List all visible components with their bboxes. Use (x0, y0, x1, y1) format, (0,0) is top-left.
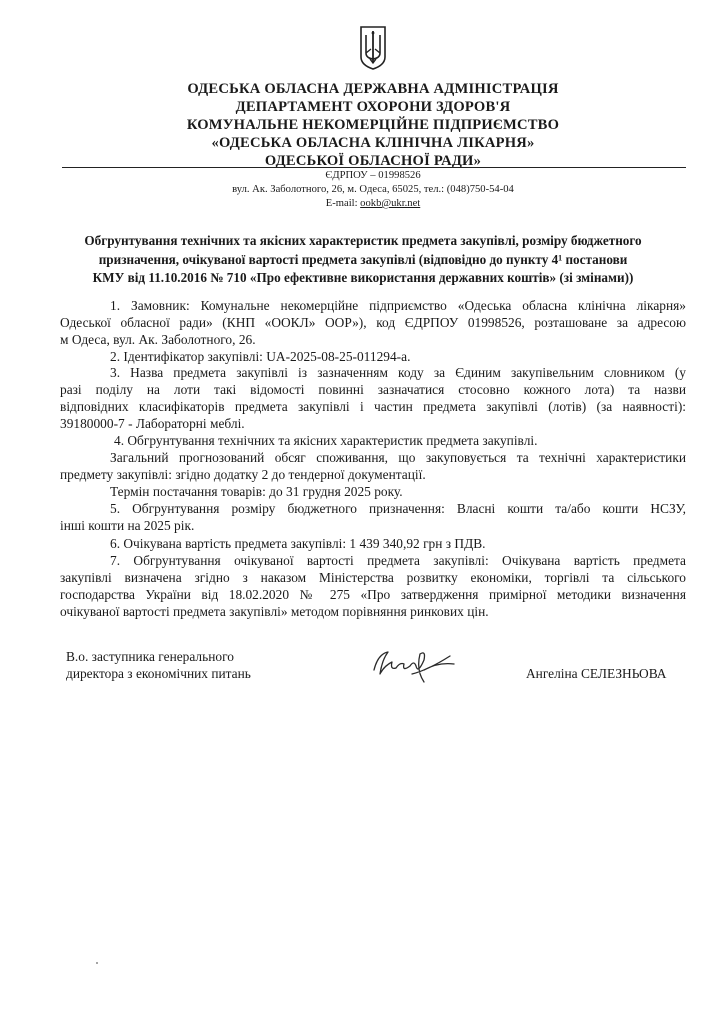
signer-position (66, 648, 251, 682)
scan-speck (96, 962, 98, 964)
email-prefix: E-mail: (325, 198, 361, 209)
p4-line: 4. Обгрунтування технічних та якісних характеристик предмета закупівлі. (114, 433, 538, 448)
p5-line-2: інші кошти на 2025 рік. (60, 518, 195, 533)
signer-position-line-1: В.о. заступника генерального (66, 649, 234, 664)
paragraph-customer (60, 297, 686, 348)
p2-line: 2. Ідентифікатор закупівлі: UA-2025-08-25-011294-a. (110, 349, 411, 364)
p3-line-4: 39180000-7 - Лабораторні меблі. (60, 416, 245, 431)
p1-line-3: м Одеса, вул. Ак. Заболотного, 26. (60, 332, 256, 347)
paragraph-budget (60, 500, 686, 534)
p3-line-2: разі поділу на лоти такі відомості повинні зазначатися стосовно кожного лота) та назви (60, 382, 686, 397)
paragraph-delivery-term (60, 483, 686, 500)
p1-line-1: 1. Замовник: Комунальне некомерційне підприємство «Одеська обласна клінічна лікарня» (110, 298, 686, 313)
email-link[interactable]: ookb@ukr.net (360, 198, 421, 209)
org-line-3: КОМУНАЛЬНЕ НЕКОМЕРЦІЙНЕ ПІДПРИЄМСТВО (186, 117, 560, 133)
p7-line-3: господарства України від 18.02.2020 № 275 «Про затвердження примірної методики визначення (60, 587, 686, 602)
p5-line-1: 5. Обгрунтування розміру бюджетного призначення: Власні кошти та/або кошти НСЗУ, (110, 501, 686, 516)
doc-title-line-1: Обгрунтування технічних та якісних характеристик предмета закупівлі, розміру бюджетного (84, 233, 642, 248)
edrpou-code: ЄДРПОУ – 01998526 (325, 170, 421, 181)
p4b-line: Термін постачання товарів: до 31 грудня 2025 року. (110, 484, 403, 499)
p7-line-2: закупівлі визначена згідно з наказом Міністерства розвитку економіки, торгівлі та сільського (60, 570, 686, 585)
org-line-4: «ОДЕСЬКА ОБЛАСНА КЛІНІЧНА ЛІКАРНЯ» (211, 135, 535, 151)
paragraph-characteristics (60, 432, 686, 449)
p7-line-4: очікуваної вартості предмета закупівлі» методом порівняння ринкових цін. (60, 604, 489, 619)
paragraph-subject (60, 364, 686, 432)
paragraph-expected-cost (60, 535, 686, 552)
p4a-line-2: предмету закупівлі: згідно додатку 2 до тендерної документації. (60, 467, 426, 482)
signer-name: Ангеліна СЕЛЕЗНЬОВА (526, 666, 667, 681)
paragraph-consumption (60, 449, 686, 483)
p7-line-1: 7. Обгрунтування очікуваної вартості предмета закупівлі: Очікувана вартість предмета (110, 553, 686, 568)
p3-line-3: відповідних класифікаторів предмета закупівлі і частин предмета закупівлі (лотів) (за наявності): (60, 399, 686, 414)
p6-line: 6. Очікувана вартість предмета закупівлі: 1 439 340,92 грн з ПДВ. (110, 536, 486, 551)
p3-line-1: 3. Назва предмета закупівлі із зазначенням коду за Єдиним закупівельним словником (у (110, 365, 686, 380)
trident-emblem-icon (358, 25, 388, 71)
paragraph-identifier (60, 348, 686, 365)
org-line-2: ДЕПАРТАМЕНТ ОХОРОНИ ЗДОРОВ'Я (235, 99, 511, 115)
org-line-1: ОДЕСЬКА ОБЛАСНА ДЕРЖАВНА АДМІНІСТРАЦІЯ (187, 81, 559, 97)
paragraph-cost-justification (60, 552, 686, 620)
header-divider (62, 167, 686, 168)
signer-position-line-2: директора з економічних питань (66, 666, 251, 681)
p1-line-2: Одеської обласної ради» (КНП «ООКЛ» ООР»), код ЄДРПОУ 01998526, розташоване за адресою (60, 315, 686, 330)
handwritten-signature (368, 640, 458, 688)
doc-title-line-2: призначення, очікуваної вартості предмета закупівлі (відповідно до пункту 4¹ постанови (98, 252, 628, 267)
doc-title-line-3: КМУ від 11.10.2016 № 710 «Про ефективне використання державних коштів» (зі змінами)) (92, 270, 634, 285)
email-line (60, 197, 686, 211)
p4a-line-1: Загальний прогнозований обсяг споживання, що закуповується та технічні характеристики (110, 450, 686, 465)
address-line: вул. Ак. Заболотного, 26, м. Одеса, 65025, тел.: (048)750-54-04 (232, 184, 514, 195)
org-line-5: ОДЕСЬКОЇ ОБЛАСНОЇ РАДИ» (264, 153, 482, 169)
